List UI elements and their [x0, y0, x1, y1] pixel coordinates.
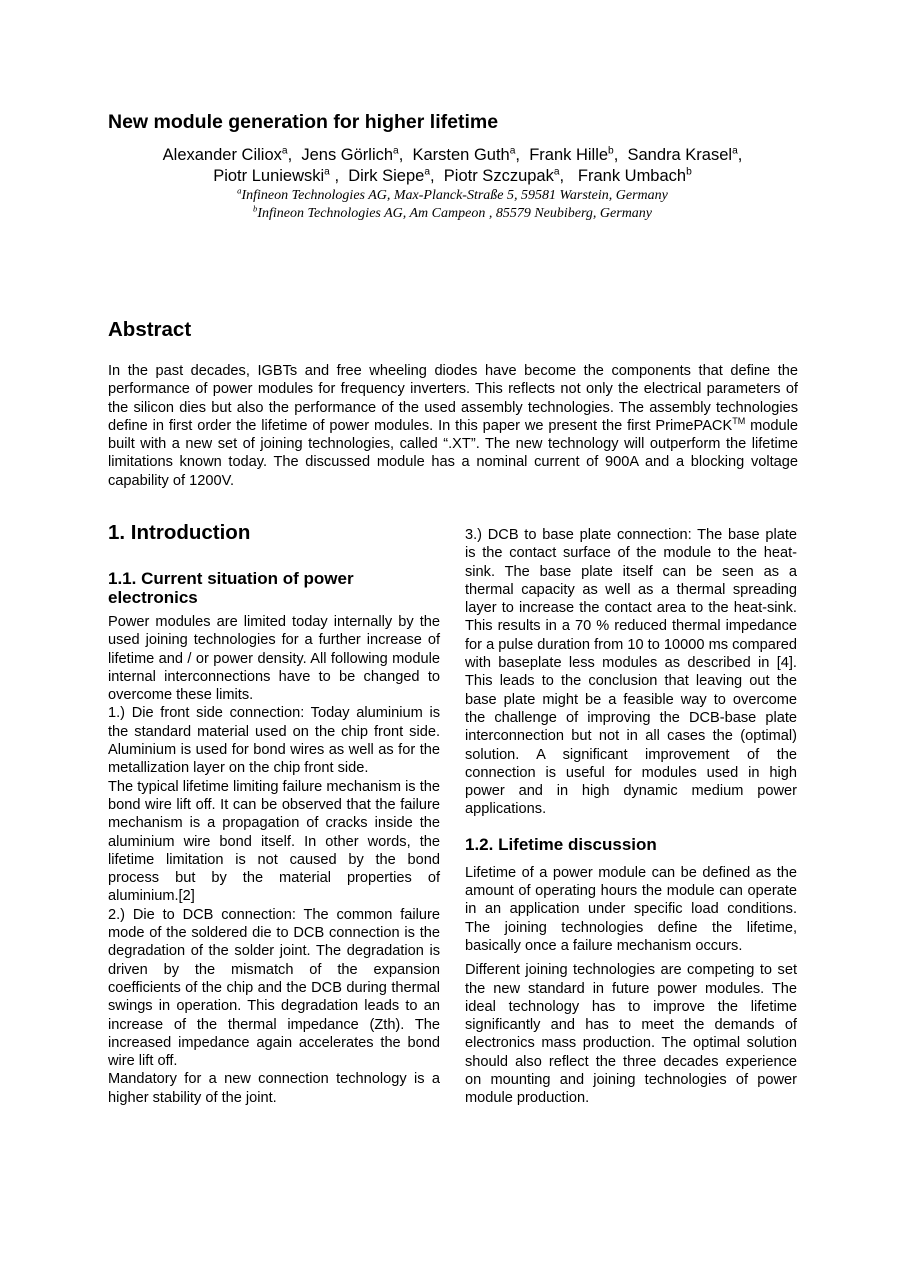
abstract-text-part: In the past decades, IGBTs and free wheeling diodes have become the components that define the performance of power modules for frequency inverters. This reflects not only the electrical parameters of the silicon dies but also the performance of the used assembly technologies. The assembly technologies define in first order the lifetime of power modules. In this paper we present the first PrimePACK	[108, 363, 798, 434]
author-name: Jens Görlich	[301, 146, 394, 164]
section-heading-introduction: 1. Introduction	[108, 521, 251, 544]
affiliation-mark: b	[252, 203, 258, 214]
author-separator: ,	[329, 167, 344, 185]
author-separator: ,	[737, 146, 743, 164]
author-name: Dirk Siepe	[348, 167, 425, 185]
paper-title: New module generation for higher lifetime	[108, 111, 499, 133]
body-paragraph: Mandatory for a new connection technology is a higher stability of the joint.	[108, 1071, 440, 1106]
affiliation-mark: a	[237, 185, 242, 196]
author-name: Frank Hille	[529, 146, 609, 164]
author-separator: ,	[287, 146, 297, 164]
body-paragraph: The typical lifetime limiting failure mechanism is the bond wire lift off. It can be observed that the failure mechanism is a propagation of cracks inside the aluminium wire bond itself. In other words, the lifetime limitation is not caused by the bond process but by the material properties of aluminium.[2]	[108, 778, 440, 905]
author-line-2	[108, 166, 797, 187]
author-separator: ,	[613, 146, 623, 164]
right-column	[465, 526, 797, 1108]
affiliation	[108, 205, 797, 223]
author-separator: ,	[398, 146, 408, 164]
abstract-heading: Abstract	[108, 318, 192, 341]
affiliation-mark: a	[424, 166, 431, 178]
subsection-heading-lifetime-discussion: 1.2. Lifetime discussion	[465, 834, 657, 854]
body-paragraph: 1.) Die front side connection: Today aluminium is the standard material used on the chip front side. Aluminium is used for bond wires as well as for the metallization layer on the chip front side.	[108, 705, 440, 777]
body-paragraph: Lifetime of a power module can be defined as the amount of operating hours the module can operate in an application under specific load conditions. The joining technologies define the lifetime, basically once a failure mechanism occurs.	[465, 864, 797, 954]
affiliation-text: Infineon Technologies AG, Am Campeon , 85579 Neubiberg, Germany	[257, 206, 653, 221]
affiliation-mark: b	[608, 145, 614, 157]
affiliation-mark: a	[553, 166, 560, 178]
author-name: Alexander Ciliox	[162, 146, 282, 164]
author-separator: ,	[515, 146, 525, 164]
affiliations	[108, 187, 797, 223]
subsection-heading-current-situation: 1.1. Current situation of power electronics	[108, 569, 354, 607]
author-name: Piotr Luniewski	[213, 167, 325, 185]
trademark-mark: TM	[732, 416, 746, 427]
body-paragraph: Power modules are limited today internally by the used joining technologies for a further increase of lifetime and / or power density. All following module internal interconnections have to be changed to overcome these limits.	[108, 614, 440, 704]
author-name: Frank Umbach	[577, 167, 687, 185]
body-paragraph: 2.) Die to DCB connection: The common failure mode of the soldered die to DCB connection is the degradation of the solder joint. The degradation is driven by the mismatch of the expansion coefficients of the chip and the DCB during thermal swings in operation. This degradation leads to an increase of the thermal impedance (Zth). The increased impedance again accelerates the bond wire lift off.	[108, 906, 440, 1070]
author-list	[108, 145, 797, 187]
author-separator: ,	[430, 167, 440, 185]
affiliation-mark: a	[732, 145, 738, 157]
author-name: Sandra Krasel	[627, 146, 733, 164]
affiliation-mark: a	[393, 145, 399, 157]
body-paragraph: 3.) DCB to base plate connection: The base plate is the contact surface of the module to the heat-sink. The base plate itself can be seen as a thermal capacity as well as a thermal spreading layer to increase the contact area to the heat-sink. This results in a 70 % reduced thermal impedance for a pulse duration from 10 to 10000 ms compared with baseplate less modules as described in [4]. This leads to the conclusion that leaving out the base plate might be a feasible way to overcome the challenge of improving the DCB-base plate interconnection but not in all cases the (optimal) solution. A significant improvement of the connection is useful for modules used in high power and in high dynamic medium power applications.	[465, 527, 797, 818]
affiliation-mark: a	[281, 145, 288, 157]
left-column	[108, 520, 440, 1107]
affiliation-mark: b	[686, 166, 692, 178]
author-name: Piotr Szczupak	[443, 167, 554, 185]
author-name: Karsten Guth	[412, 146, 510, 164]
body-paragraph: Different joining technologies are competing to set the new standard in future power modules. The ideal technology has to improve the lifetime significantly and has to meet the demands of electronics mass production. The optimal solution should also reflect the three decades experience on mounting and joining technologies of power module production.	[465, 962, 797, 1107]
affiliation	[108, 187, 797, 205]
affiliation-text: Infineon Technologies AG, Max-Planck-Straße 5, 59581 Warstein, Germany	[241, 188, 668, 203]
affiliation-mark: a	[509, 145, 516, 157]
abstract-text-part: module built with a new set of joining technologies, called “.XT”. The new technology will outperform the lifetime limitations known today. The discussed module has a nominal current of 900A and a blocking voltage capability of 1200V.	[108, 417, 798, 489]
abstract-text	[108, 362, 798, 490]
affiliation-mark: a	[324, 166, 330, 178]
author-separator: ,	[559, 167, 574, 185]
author-line-1	[108, 145, 797, 166]
